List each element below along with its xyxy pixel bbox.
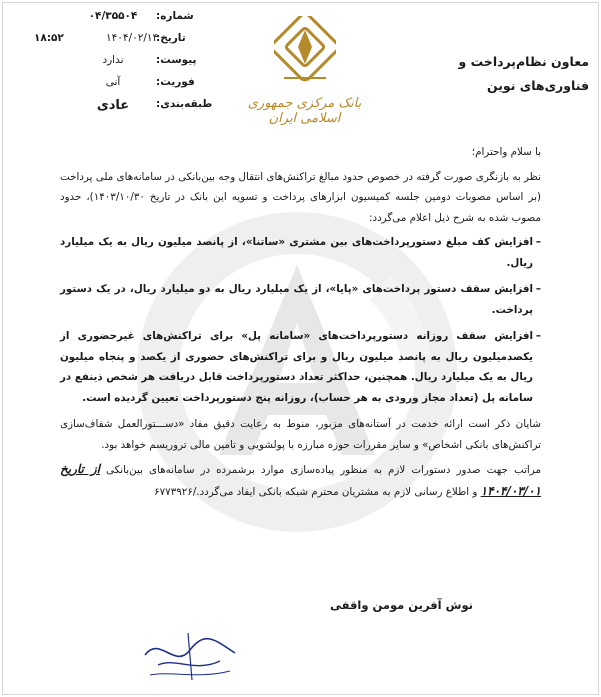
list-item: – افزایش کف مبلغ دستورپرداخت‌های بین مشتری «ساتنا»، از پانصد میلیون ریال به یک میلیارد ریال. <box>60 232 541 273</box>
department-line-2: فناوری‌های نوین <box>486 78 589 93</box>
number-value: ۰۴/۳۵۵۰۴ <box>88 10 138 22</box>
greeting: با سلام واحترام؛ <box>471 146 541 158</box>
effective-date: از تاریخ ۱۴۰۴/۰۳/۰۱ <box>60 462 541 498</box>
list-item: – افزایش سقف روزانه دستورپرداخت‌های «سامانه پل» برای تراکنش‌های غیرحضوری از یکصدمیلیون ریال به پانصد میلیون ریال و برای تراکنش‌های حضوری از یکصد و پنجاه میلیون ریال به یک میلیارد ریال. همچنین، حداکثر تعداد دستورپرداخت قابل دریافت هر شخص ذینفع در سامانه پل (تعداد مجاز ورودی به هر حساب)، روزانه پنج دستورپرداخت تعیین گردیده است. <box>60 326 541 408</box>
closing-paragraph <box>60 459 541 502</box>
handwritten-signature-icon <box>140 625 240 685</box>
signer-name: نوش آفرین مومن واقفی <box>329 598 473 612</box>
classification-value: عادی <box>96 98 130 113</box>
attachment-value: ندارد <box>102 54 124 66</box>
department-line-1: معاون نظام‌پرداخت و <box>458 54 589 69</box>
attachment-label: پیوست: <box>156 54 197 66</box>
date-value: ۱۴۰۴/۰۲/۱۴ <box>106 32 159 44</box>
date-label: تاریخ: <box>156 32 186 44</box>
bank-name-text: بانک مرکزی جمهوری اسلامی ایران <box>247 96 362 126</box>
closing-text-before: مراتب جهت صدور دستورات لازم به منظور پیاده‌سازی موارد برشمرده در سامانه‌های بین‌بانکی <box>106 464 541 476</box>
bank-emblem-icon <box>274 16 336 88</box>
closing-text-after: و اطلاع رسانی لازم به مشتریان محترم شبکه بانکی ایفاد می‌گردد./۶۷۷۳۹۲۶ <box>154 485 478 498</box>
number-label: شماره: <box>156 10 194 22</box>
note-paragraph: شایان ذکر است ارائه خدمت در آستانه‌های مزبور، منوط به رعایت دقیق مفاد «دســـتورالعمل شفاف‌سازی تراکنش‌های بانکی اشخاص» و سایر مقررات حوزه مبارزه با پولشویی و تامین مالی تروریسم خواهد بود. <box>60 418 541 451</box>
letter-meta <box>26 10 226 120</box>
urgency-label: فوریت: <box>156 76 195 88</box>
classification-label: طبقه‌بندی: <box>156 98 213 110</box>
department-title <box>458 50 589 98</box>
urgency-value: آنی <box>105 76 121 88</box>
bank-logo <box>232 16 377 126</box>
intro-paragraph: نظر به بازنگری صورت گرفته در خصوص حدود مبالغ تراکنش‌های انتقال وجه بین‌بانکی در سامانه‌های ملی پرداخت (بر اساس مصوبات دومین جلسه کمیسیون ابزارهای پرداخت و تسویه این بانک در تاریخ ۱۴۰۳/۱۰/۳۰)، حدود مصوب شده به شرح ذیل اعلام می‌گردد: <box>60 170 541 224</box>
letter-body <box>60 142 541 506</box>
time-value: ۱۸:۵۲ <box>34 32 64 44</box>
list-item: – افزایش سقف دستور پرداخت‌های «پایا»، از یک میلیارد ریال به دو میلیارد ریال، در یک دستور پرداخت. <box>60 279 541 320</box>
